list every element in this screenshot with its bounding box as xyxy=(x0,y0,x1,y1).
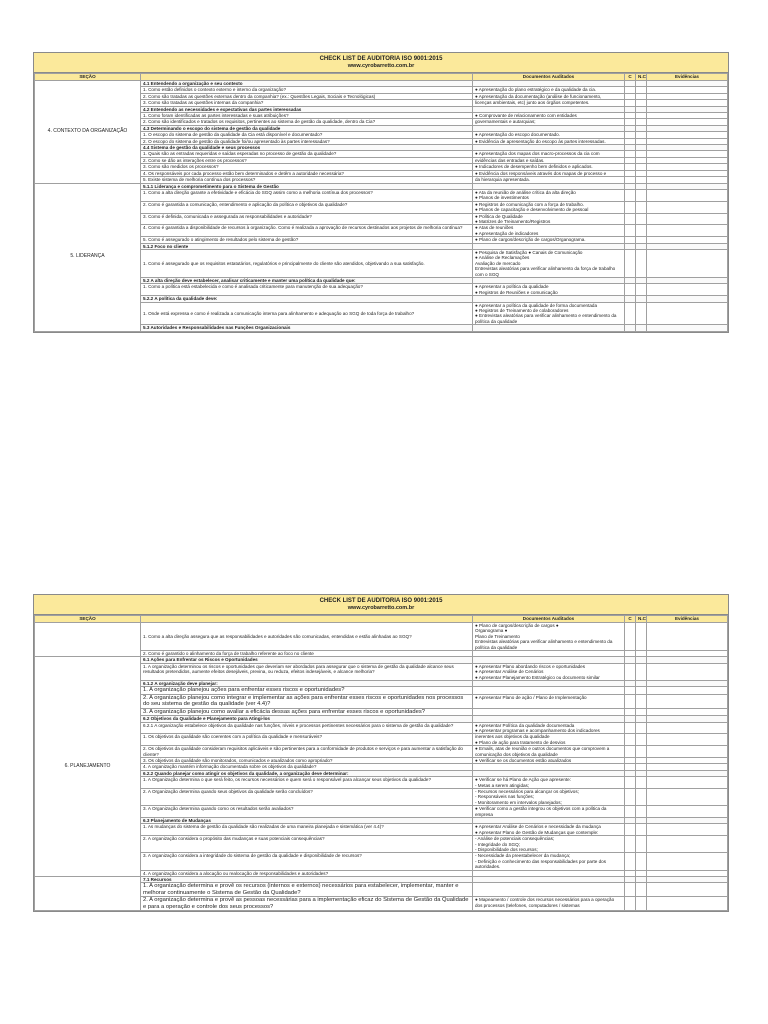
question-text: 1. A organização planejou ações para enfrentar esses riscos e oportunidades? xyxy=(141,687,473,694)
question-text: 6.1 Ações para Enfrentar os Riscos e Oportunidades xyxy=(141,657,473,663)
question-text: 2. A Organização determina quando seus objetivos da qualidade serão concluídos? xyxy=(141,788,473,805)
question-text: 4.2 Entendendo as necessidades e expectativas das partes interessadas xyxy=(141,106,473,112)
documents-cell: ● Apresentar a política da qualidade ● Registros de Reuniões e comunicação xyxy=(473,284,625,296)
evidence-cell[interactable] xyxy=(647,824,728,836)
documents-cell: ● Pesquisa de Satisfação ● Canais de Comunicação ● Análise de Reclamações Avaliação de mercado Entrevistas aleatórias para verificar alinhamento da força de trabalho com o SGQ xyxy=(473,249,625,277)
evidence-cell[interactable] xyxy=(647,836,728,853)
documents-cell: ● Apresentar Plano abordando riscos e oportunidades ● Apresentar Análise de Cenários ● Apresentar Planejamento Estratégico ou documento similar xyxy=(473,663,625,680)
question-text: 4.3 Determinando o escopo do sistema de gestão da qualidade xyxy=(141,125,473,131)
section-name xyxy=(35,877,141,911)
documents-cell: ● Apresentar Plano de ação / Plano de Implementação xyxy=(473,694,625,708)
documents-cell: - Necessidade da preestabelecer da mudança; - Definição e conhecimento das responsabilidades por parte dos autoridades. xyxy=(473,853,625,870)
nc-cell[interactable] xyxy=(636,302,647,325)
nc-cell[interactable] xyxy=(636,708,647,715)
documents-cell: ● Evidência de apresentação do escopo às partes interessadas. xyxy=(473,138,625,144)
question-text: 7.1 Recursos xyxy=(141,877,473,883)
checklist-page-1 xyxy=(33,52,729,333)
section-name: 6. PLANEJAMENTO xyxy=(35,657,141,877)
question-text: 5.2 A alta direção deve estabelecer, analisar criticamente e manter uma política da qualidade que: xyxy=(141,278,473,284)
evidence-cell[interactable] xyxy=(647,663,728,680)
nc-cell[interactable] xyxy=(636,623,647,651)
question-text: 4. Como é garantida a disponibilidade de recursos à organização. Como é realizada a aprovação de recursos destinados aos projetos de melhoria contínua? xyxy=(141,225,473,237)
question-text: 2. O escopo do sistema de gestão da qualidade foi/ou apresentado às partes interessadas? xyxy=(141,138,473,144)
evidence-cell[interactable] xyxy=(647,201,728,213)
c-cell[interactable] xyxy=(625,302,636,325)
documents-cell: ● Evidência dos responsáveis através dos mapas de processo e xyxy=(473,170,625,176)
question-text: 3. Como são tratadas as questões internas da companhia? xyxy=(141,100,473,106)
documents-cell: - Análise de potenciais consequências; - Integridade do SGQ; - Disponibilidade dos recursos; xyxy=(473,836,625,853)
section-name: 5. LIDERANÇA xyxy=(35,183,141,331)
title-band xyxy=(34,595,728,615)
question-text: 5.3 Autoridades e Responsabilidades nas Funções Organizacionais xyxy=(141,325,473,331)
checklist-title: CHECK LIST DE AUDITORIA ISO 9001:2015 xyxy=(319,56,443,62)
c-cell[interactable] xyxy=(625,824,636,836)
evidence-cell[interactable] xyxy=(647,694,728,708)
c-cell[interactable] xyxy=(625,853,636,870)
c-cell[interactable] xyxy=(625,694,636,708)
evidence-cell[interactable] xyxy=(647,325,728,331)
question-text: 5.1.1 Liderança e comprometimento para o Sistema de Gestão xyxy=(141,183,473,189)
documents-cell xyxy=(473,883,625,897)
evidence-cell[interactable] xyxy=(647,687,728,694)
header-secao: SEÇÃO xyxy=(35,616,141,623)
nc-cell[interactable] xyxy=(636,722,647,734)
documents-cell: ● Política de Qualidade ● Matrizes de Treinamento/Registros xyxy=(473,213,625,225)
question-text: 6.3 Planejamento de Mudanças xyxy=(141,818,473,824)
header-nc: N.C xyxy=(636,74,647,81)
c-cell[interactable] xyxy=(625,777,636,789)
c-cell[interactable] xyxy=(625,663,636,680)
nc-cell[interactable] xyxy=(636,897,647,911)
header-docs: Documentos Auditados xyxy=(473,616,625,623)
c-cell[interactable] xyxy=(625,213,636,225)
header-question xyxy=(141,616,473,623)
question-text: 3. A Organização determina quando como os resultados serão avaliados? xyxy=(141,806,473,818)
evidence-cell[interactable] xyxy=(647,883,728,897)
checklist-page-2 xyxy=(33,594,729,912)
evidence-cell[interactable] xyxy=(647,777,728,789)
question-text: 2. Como é garantida a comunicação, entendimento e aplicação da política e objetivos da qualidade? xyxy=(141,201,473,213)
header-c: C xyxy=(625,616,636,623)
question-text: 1. Como a alta direção assegura que as responsabilidades e autoridades são comunicadas, entendidas e estão alinhadas ao SGQ? xyxy=(141,623,473,651)
question-text: 3. Como é definida, comunicada e assegurada as responsabilidades e autoridade? xyxy=(141,213,473,225)
question-text: 1. Quais são as entradas requeridas e saídas esperadas no processo de gestão da qualidade? xyxy=(141,151,473,157)
header-c: C xyxy=(625,74,636,81)
documents-cell: ● Verificar como a gestão integrou os objetivos com a política da empresa xyxy=(473,806,625,818)
nc-cell[interactable] xyxy=(636,788,647,805)
nc-cell[interactable] xyxy=(636,777,647,789)
documents-cell: ● Apresentar Análise de Cenários e necessidade da mudança ● Apresentar Plano de Gestão de Mudanças que contemple: xyxy=(473,824,625,836)
c-cell[interactable] xyxy=(625,687,636,694)
documents-cell: ● Verificar se há Plano de Ação que apresente: - Metas a serem atingidas; xyxy=(473,777,625,789)
evidence-cell[interactable] xyxy=(647,249,728,277)
c-cell[interactable] xyxy=(625,883,636,897)
documents-cell: ● Verificar se os documentos estão atualizados xyxy=(473,757,625,763)
checklist-table xyxy=(34,73,728,332)
c-cell[interactable] xyxy=(625,249,636,277)
nc-cell[interactable] xyxy=(636,225,647,237)
documents-cell: ● Apresentar a política da qualidade de forma documentada ● Registros de Treinamento de colaboradores ● Entrevistas aleatórias para verificar alinhamento e entendimento da política da qualidade xyxy=(473,302,625,325)
nc-cell[interactable] xyxy=(636,201,647,213)
header-evid: Evidências xyxy=(647,616,728,623)
question-text: 2. A organização planejou como integrar e implementar as ações para enfrentar esses riscos e oportunidades nos processos do seu sistema de gestão da qualidade (ver 4.4)? xyxy=(141,694,473,708)
evidence-cell[interactable] xyxy=(647,722,728,734)
question-text: 2. Como se dão as interações entre os processos? xyxy=(141,157,473,163)
c-cell[interactable] xyxy=(625,201,636,213)
question-text: 5.1.2 Foco no cliente xyxy=(141,243,473,249)
question-text: 3. A organização planejou como avaliar a eficácia dessas ações para enfrentar esses riscos e oportunidades? xyxy=(141,708,473,715)
c-cell[interactable] xyxy=(625,623,636,651)
question-text: 2. Como é garantido o alinhamento da força de trabalho referente ao foco no cliente xyxy=(141,651,473,657)
nc-cell[interactable] xyxy=(636,284,647,296)
evidence-cell[interactable] xyxy=(647,213,728,225)
question-text: 1. A Organização determina o que será feito, os recursos necessários e quem será o responsável para alcançar seus objetivos da qualidade? xyxy=(141,777,473,789)
documents-cell: ● Plano de cargos/descrição de cargos ● Organograma ● Plano de Treinamento Entrevistas aleatórias para verificar alinhamento e entendimento da política da qualidade xyxy=(473,623,625,651)
question-text: 4.1 Entendendo a organização e seu contexto xyxy=(141,81,473,87)
question-text: 6.2.2 Quando planejar como atingir os objetivos da qualidade, a organização deve determinar: xyxy=(141,770,473,776)
question-text: 6.2.1 A organização estabelece objetivos da qualidade nas funções, níveis e processos pertinentes necessários para o sistema de gestão da qualidade? xyxy=(141,722,473,734)
documents-cell: evidências das entradas e saídas. xyxy=(473,157,625,163)
evidence-cell[interactable] xyxy=(647,623,728,651)
c-cell[interactable] xyxy=(625,722,636,734)
checklist-row xyxy=(35,623,728,651)
documents-cell: ● Indicadores de desempenho bem definidos e aplicados. xyxy=(473,164,625,170)
c-cell[interactable] xyxy=(625,897,636,911)
nc-cell[interactable] xyxy=(636,213,647,225)
nc-cell[interactable] xyxy=(636,687,647,694)
question-text: 1. O escopo do sistema de gestão da qualidade da Cia está disponível e documentado? xyxy=(141,132,473,138)
question-text: 1. Como a política está estabelecida e como é analisada criticamente para manutenção de sua adequação? xyxy=(141,284,473,296)
checklist-table xyxy=(34,615,728,911)
question-text: 5.2.2 A política da qualidade deve: xyxy=(141,296,473,302)
c-cell[interactable] xyxy=(625,836,636,853)
nc-cell[interactable] xyxy=(636,694,647,708)
documents-cell: ● Plano de cargos/descrição de cargos/Organograma. xyxy=(473,237,625,243)
question-text: 3. Os objetivos da qualidade são monitorados, comunicados e atualizados como apropriado? xyxy=(141,757,473,763)
documents-cell: ● Emails, atas de reunião e outros documentos que comprovem a comunicação dos objetivos da qualidade xyxy=(473,746,625,758)
documents-cell: da hierarquia apresentada. xyxy=(473,177,625,183)
question-text: 5. Como é assegurado o atingimento de resultados pelo sistema de gestão? xyxy=(141,237,473,243)
question-text: 1. A organização determinou os riscos e oportunidades que deveriam ser abordados para assegurar que o sistema de gestão da qualidade alcance seus resultados pretendidos, aumente efeitos desejáveis, previna, ou reduza, efeitos indesejáveis, e alcance melhoria? xyxy=(141,663,473,680)
question-text: 6.1.2 A organização deve planejar: xyxy=(141,681,473,687)
evidence-cell[interactable] xyxy=(647,225,728,237)
c-cell[interactable] xyxy=(625,284,636,296)
documents-cell: ● Apresentação do plano estratégico e da qualidade da cia. xyxy=(473,87,625,93)
documents-cell: ● Mapeamento / controle dos recursos necessários para a operação dos processos (telefones, computadores / sistemas xyxy=(473,897,625,911)
nc-cell[interactable] xyxy=(636,746,647,758)
c-cell[interactable] xyxy=(625,225,636,237)
section-name xyxy=(35,623,141,657)
header-evid: Evidências xyxy=(647,74,728,81)
question-text: 6.2 Objetivos da Qualidade e Planejamento para Atingi-los xyxy=(141,716,473,722)
question-text: 3. Como são medidos os processos? xyxy=(141,164,473,170)
question-text: 1. Como estão definidos o contexto externo e interno da organização? xyxy=(141,87,473,93)
c-cell[interactable] xyxy=(625,189,636,201)
site-url: www.cyrobarretto.com.br xyxy=(347,63,415,69)
question-text: 1. Como é assegurado que os requisitos estatutários, regulatórios e principalmente do cliente são atendidos, objetivando a sua satisfação. xyxy=(141,249,473,277)
header-nc: N.C xyxy=(636,616,647,623)
nc-cell[interactable] xyxy=(636,806,647,818)
header-secao: SEÇÃO xyxy=(35,74,141,81)
documents-cell xyxy=(473,687,625,694)
question-text: 3. A organização considera a integridade do sistema de gestão da qualidade e disponibilidade de recursos? xyxy=(141,853,473,870)
question-text: 1. Os objetivos da qualidade são coerentes com a política da qualidade e mensuráveis? xyxy=(141,734,473,746)
nc-cell[interactable] xyxy=(636,734,647,746)
nc-cell[interactable] xyxy=(636,189,647,201)
documents-cell: ● Apresentação dos mapas dos macro-processos da cia com xyxy=(473,151,625,157)
documents-cell: ● Comprovante de relacionamento com entidades xyxy=(473,113,625,119)
nc-cell[interactable] xyxy=(636,824,647,836)
question-text: 4. A organização mantém informação documentada sobre os objetivos da qualidade? xyxy=(141,764,473,770)
documents-cell: ● Ata da reunião de análise crítica da alta direção ● Planos de investimentos xyxy=(473,189,625,201)
c-cell[interactable] xyxy=(625,708,636,715)
question-text: 4.4 Sistema de gestão da qualidade e seus processos xyxy=(141,145,473,151)
c-cell[interactable] xyxy=(625,746,636,758)
title-band xyxy=(34,53,728,73)
checklist-title: CHECK LIST DE AUDITORIA ISO 9001:2015 xyxy=(319,598,443,604)
c-cell[interactable] xyxy=(625,788,636,805)
documents-cell: inerentes aos objetivos da qualidade ● Plano de ação para tratamento de desvios xyxy=(473,734,625,746)
header-docs: Documentos Auditados xyxy=(473,74,625,81)
evidence-cell[interactable] xyxy=(647,189,728,201)
question-text: 2. Os objetivos da qualidade consideram requisitos aplicáveis e são pertinentes para a conformidade de produtos e serviços e para aumentar a satisfação do cliente? xyxy=(141,746,473,758)
nc-cell[interactable] xyxy=(636,325,647,331)
header-question xyxy=(141,74,473,81)
evidence-cell[interactable] xyxy=(647,734,728,746)
documents-cell: ● Atas de reuniões ● Apresentação de indicadores xyxy=(473,225,625,237)
question-text: 1. Como a alta direção garante a efetividade e eficácia do SGQ assim como a melhoria contínua dos processos? xyxy=(141,189,473,201)
question-text: 4. A organização considera a alocação ou realocação de responsabilidades e autoridades? xyxy=(141,870,473,876)
documents-cell: governamentais e autarquias; xyxy=(473,119,625,125)
nc-cell[interactable] xyxy=(636,883,647,897)
evidence-cell[interactable] xyxy=(647,853,728,870)
question-text: 2. Como são tratadas as questões externas dentro da companhia? (ex.: Questões Legais, Sociais e Tecnológicas) xyxy=(141,93,473,99)
documents-cell: ● Registros de comunicação com a força de trabalho. ● Planos de capacitação e desenvolvimento de pessoal xyxy=(473,201,625,213)
documents-cell: ● Apresentar Política da qualidade documentada ● Apresentar programas e acompanhamento dos indicadores xyxy=(473,722,625,734)
site-url: www.cyrobarretto.com.br xyxy=(347,605,415,611)
question-text: 5. Existe sistema de melhoria contínua dos processos? xyxy=(141,177,473,183)
nc-cell[interactable] xyxy=(636,836,647,853)
documents-cell: ● Apresentação da documentação (análise de funcionamento, xyxy=(473,93,625,99)
documents-cell: ● Apresentação do escopo documentado. xyxy=(473,132,625,138)
c-cell[interactable] xyxy=(625,734,636,746)
c-cell[interactable] xyxy=(625,806,636,818)
question-text: 2. A organização determina e provê as pessoas necessárias para a implementação eficaz do Sistema de Gestão da Qualidade e para a operação e controle dos seus processos? xyxy=(141,897,473,911)
question-text: 1. As mudanças do sistema de gestão da qualidade são realizadas de uma maneira planejada e sistemática (ver 4.4)? xyxy=(141,824,473,836)
documents-cell: - Recursos necessários para alcançar os objetivos; - Responsáveis nas funções; - Monitoramento em intervalos planejados; xyxy=(473,788,625,805)
documents-cell: licenças ambientais, etc) junto aos órgãos competentes. xyxy=(473,100,625,106)
section-name: 4. CONTEXTO DA ORGANIZAÇÃO xyxy=(35,81,141,184)
evidence-cell[interactable] xyxy=(647,708,728,715)
nc-cell[interactable] xyxy=(636,249,647,277)
documents-cell xyxy=(473,708,625,715)
nc-cell[interactable] xyxy=(636,663,647,680)
evidence-cell[interactable] xyxy=(647,788,728,805)
evidence-cell[interactable] xyxy=(647,302,728,325)
question-text: 1. Onde está expressa e como é realizada a comunicação interna para alinhamento e adequação ao SGQ de toda força de trabalho? xyxy=(141,302,473,325)
question-text: 1. Como foram identificadas as partes interessadas e suas atribuições? xyxy=(141,113,473,119)
evidence-cell[interactable] xyxy=(647,284,728,296)
evidence-cell[interactable] xyxy=(647,746,728,758)
question-text: 1. A organização determina e provê os recursos (internos e externos) necessários para estabelecer, implementar, manter e melhorar continuamente o Sistema de Gestão da Qualidade? xyxy=(141,883,473,897)
evidence-cell[interactable] xyxy=(647,806,728,818)
nc-cell[interactable] xyxy=(636,853,647,870)
c-cell[interactable] xyxy=(625,325,636,331)
documents-cell xyxy=(473,325,625,331)
question-text: 4. Os responsáveis por cada processo estão bem determinados e detêm a autoridade necessária? xyxy=(141,170,473,176)
question-text: 2. Como são identificados e tratados os requisitos, pertinentes ao sistema de gestão da qualidade, dentro da Cia? xyxy=(141,119,473,125)
evidence-cell[interactable] xyxy=(647,897,728,911)
question-text: 2. A organização considera o propósito das mudanças e suas potenciais consequências? xyxy=(141,836,473,853)
